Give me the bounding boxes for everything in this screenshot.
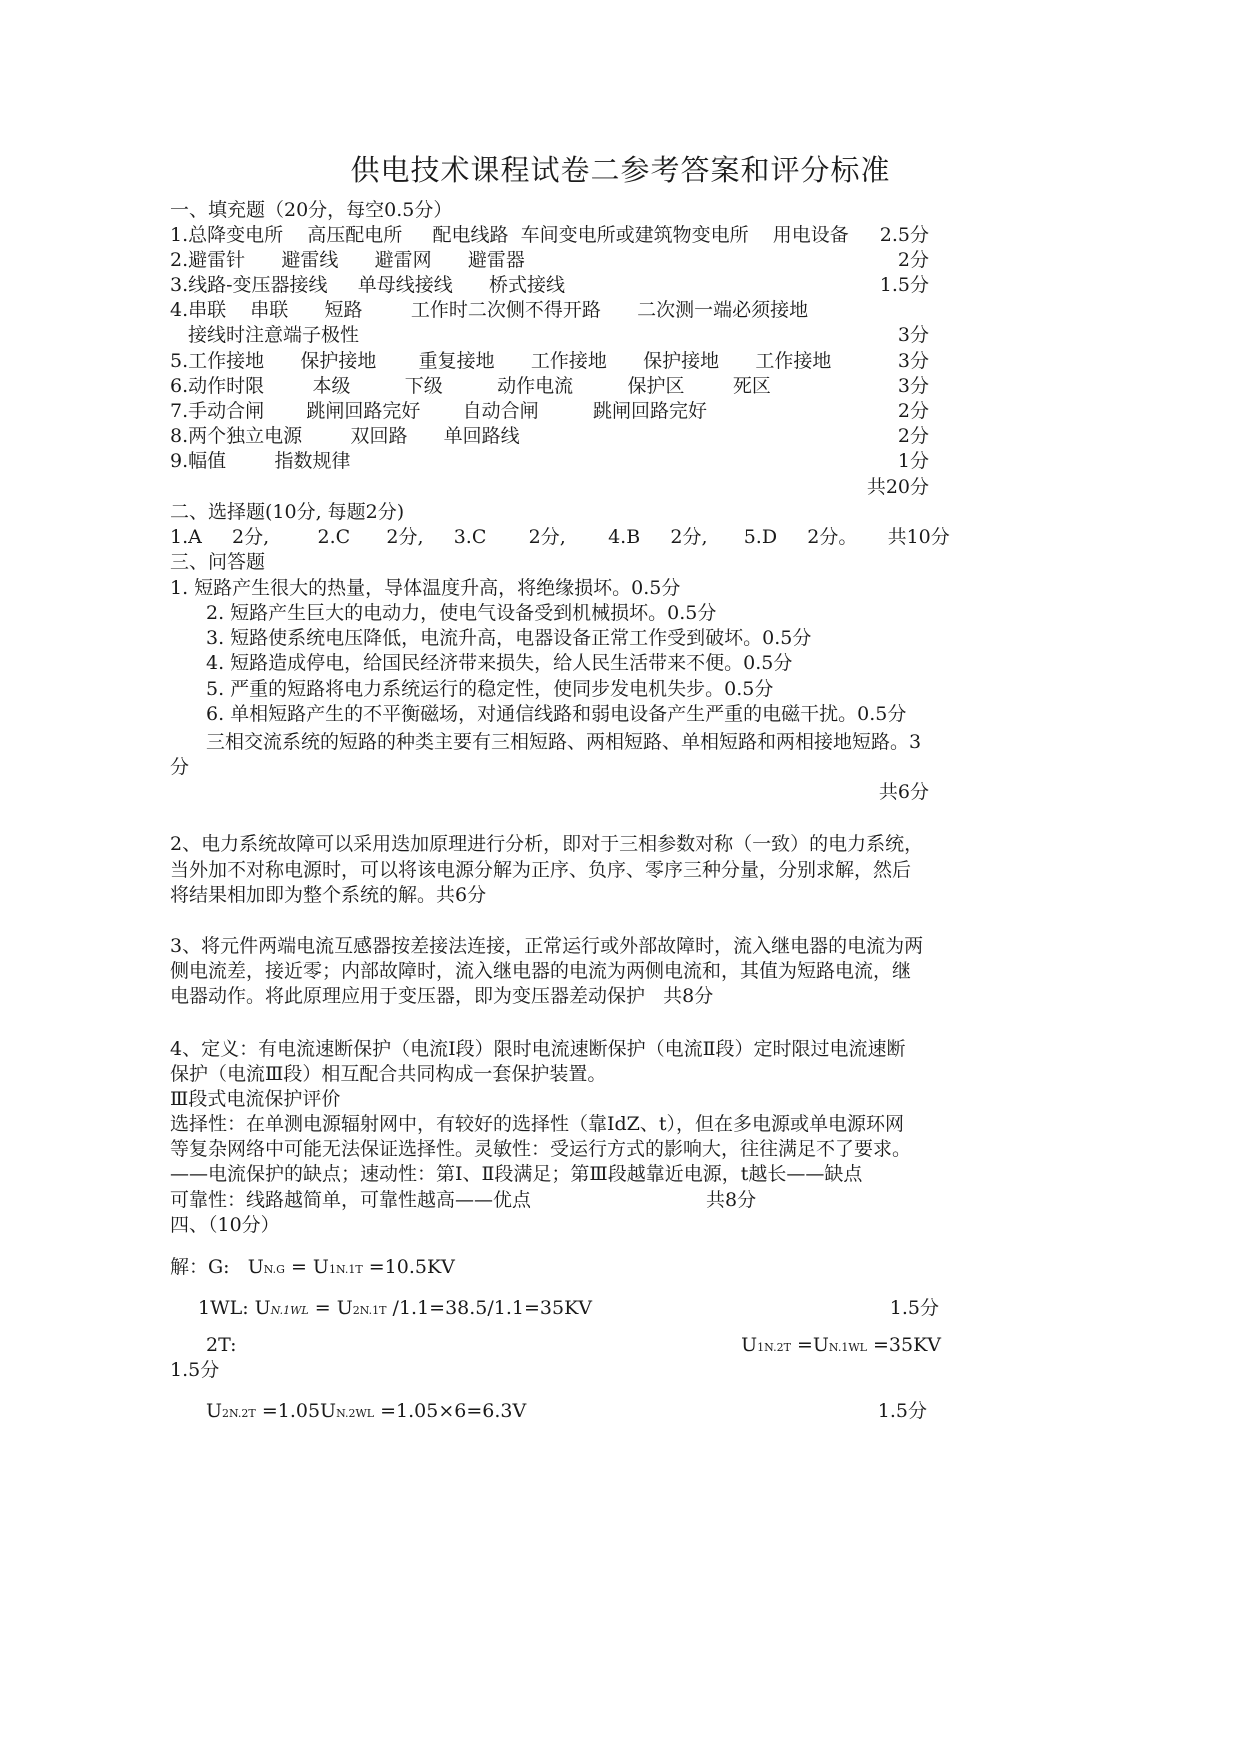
section-heading-calc: 四、（10分） bbox=[170, 1214, 280, 1236]
score: 3分 bbox=[897, 350, 929, 372]
answer-line: 接线时注意端子极性 bbox=[188, 324, 360, 346]
answer-line: 8.两个独立电源 双回路 单回路线 bbox=[170, 425, 520, 447]
answer-line: 7.手动合闸 跳闸回路完好 自动合闸 跳闸回路完好 bbox=[170, 400, 708, 422]
section-total: 共6分 bbox=[878, 781, 929, 803]
answer-line: 6. 单相短路产生的不平衡磁场，对通信线路和弱电设备产生严重的电磁干扰。0.5分 bbox=[206, 703, 907, 725]
answer-line: 4. 短路造成停电，给国民经济带来损失，给人民生活带来不便。0.5分 bbox=[206, 652, 793, 674]
answer-line: 1. 短路产生很大的热量，导体温度升高，将绝缘损坏。0.5分 bbox=[170, 577, 681, 599]
section-heading-choice: 二、选择题(10分, 每题2分) bbox=[170, 501, 405, 523]
section-heading-qa: 三、问答题 bbox=[170, 551, 266, 573]
answer-line: 4.串联 串联 短路 工作时二次侧不得开路 二次测一端必须接地 bbox=[170, 299, 809, 321]
score: 2分 bbox=[897, 400, 929, 422]
formula-line-g: 解：G: UN.G = U1N.1T =10.5KV bbox=[170, 1256, 455, 1278]
formula-line-2t: U1N.2T =UN.1WL =35KV bbox=[741, 1334, 941, 1356]
answer-line: 当外加不对称电源时，可以将该电源分解为正序、负序、零序三种分量，分别求解，然后 bbox=[170, 859, 912, 881]
section-total: 共8分 bbox=[706, 1189, 757, 1211]
answer-line: 选择性：在单测电源辐射网中，有较好的选择性（靠IdZ、t），但在多电源或单电源环网 bbox=[170, 1113, 905, 1135]
answer-line: 可靠性：线路越简单，可靠性越高——优点 bbox=[170, 1189, 532, 1211]
answer-line: 4、定义：有电流速断保护（电流Ⅰ段）限时电流速断保护（电流Ⅱ段）定时限过电流速断 bbox=[170, 1038, 906, 1060]
answer-line: 5. 严重的短路将电力系统运行的稳定性，使同步发电机失步。0.5分 bbox=[206, 678, 774, 700]
score: 1.5分 bbox=[879, 274, 929, 296]
answer-line: 5.工作接地 保护接地 重复接地 工作接地 保护接地 工作接地 bbox=[170, 350, 832, 372]
answer-line: 保护（电流Ⅲ段）相互配合共同构成一套保护装置。 bbox=[170, 1063, 607, 1085]
answer-line: 2.避雷针 避雷线 避雷网 避雷器 bbox=[170, 249, 525, 271]
formula-line-u2: U2N.2T =1.05UN.2WL =1.05×6=6.3V bbox=[206, 1400, 527, 1422]
score: 3分 bbox=[897, 324, 929, 346]
answer-line: 等复杂网络中可能无法保证选择性。灵敏性：受运行方式的影响大，往往满足不了要求。 bbox=[170, 1138, 912, 1160]
answer-line: Ⅲ段式电流保护评价 bbox=[170, 1088, 341, 1110]
answer-line: 3.线路-变压器接线 单母线接线 桥式接线 bbox=[170, 274, 565, 296]
answer-line: 分 bbox=[170, 756, 190, 778]
answer-line: ——电流保护的缺点；速动性：第Ⅰ、Ⅱ段满足；第Ⅲ段越靠近电源，t越长——缺点 bbox=[170, 1163, 863, 1185]
answer-line: 6.动作时限 本级 下级 动作电流 保护区 死区 bbox=[170, 375, 771, 397]
score: 1.5分 bbox=[170, 1359, 220, 1381]
answer-line: 三相交流系统的短路的种类主要有三相短路、两相短路、单相短路和两相接地短路。3 bbox=[206, 731, 922, 753]
formula-label-2t: 2T: bbox=[206, 1334, 237, 1356]
section-total: 共20分 bbox=[866, 476, 929, 498]
answer-line: 2. 短路产生巨大的电动力，使电气设备受到机械损坏。0.5分 bbox=[206, 602, 717, 624]
page-title: 供电技术课程试卷二参考答案和评分标准 bbox=[350, 153, 891, 187]
answer-line: 电器动作。将此原理应用于变压器，即为变压器差动保护 共8分 bbox=[170, 985, 714, 1007]
score: 1.5分 bbox=[889, 1297, 939, 1319]
score: 2分 bbox=[897, 249, 929, 271]
score: 1.5分 bbox=[877, 1400, 927, 1422]
answer-line: 3、将元件两端电流互感器按差接法连接，正常运行或外部故障时，流入继电器的电流为两 bbox=[170, 935, 924, 957]
answer-line: 2、电力系统故障可以采用迭加原理进行分析，即对于三相参数对称（一致）的电力系统， bbox=[170, 833, 924, 855]
answer-line: 侧电流差，接近零；内部故障时，流入继电器的电流为两侧电流和，其值为短路电流，继 bbox=[170, 960, 912, 982]
score: 3分 bbox=[897, 375, 929, 397]
formula-line-1wl: 1WL: UN.1WL = U2N.1T /1.1=38.5/1.1=35KV bbox=[198, 1297, 593, 1319]
section-heading-fill-blank: 一、填充题（20分，每空0.5分） bbox=[170, 199, 453, 221]
score: 2分 bbox=[897, 425, 929, 447]
answer-line: 将结果相加即为整个系统的解。共6分 bbox=[170, 884, 487, 906]
answer-line: 1.总降变电所 高压配电所 配电线路 车间变电所或建筑物变电所 用电设备 bbox=[170, 224, 849, 246]
answer-line: 9.幅值 指数规律 bbox=[170, 450, 351, 472]
answer-line: 3. 短路使系统电压降低，电流升高，电器设备正常工作受到破坏。0.5分 bbox=[206, 627, 812, 649]
answer-line: 1.A 2分, 2.C 2分, 3.C 2分, 4.B 2分, 5.D 2分。 共10分 bbox=[170, 526, 950, 548]
score: 1分 bbox=[897, 450, 929, 472]
score: 2.5分 bbox=[879, 224, 929, 246]
